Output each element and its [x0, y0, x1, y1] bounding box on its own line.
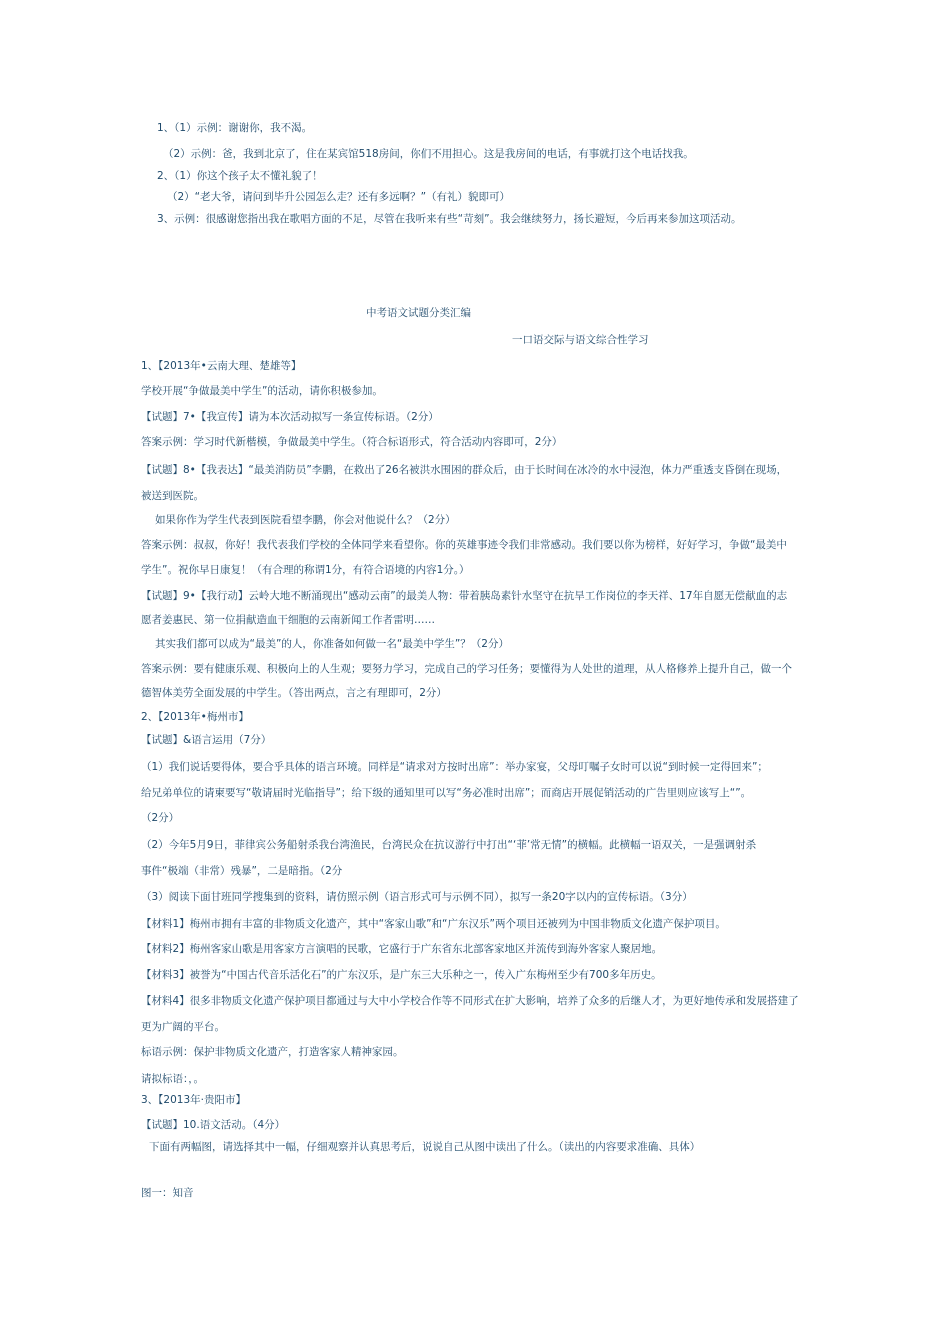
- answer-line-3: 2、（1）你这个孩子太不懂礼貌了！: [157, 170, 323, 182]
- question-8-prompt: 如果你作为学生代表到医院看望李鹏，你会对他说什么？（2分）: [155, 514, 456, 526]
- figure-1-caption: 图一：知音: [141, 1187, 194, 1199]
- question-7: 【试题】7•【我宣传】请为本次活动拟写一条宣传标语。（2分）: [141, 411, 439, 423]
- material-2: 【材料2】梅州客家山歌是用客家方言演唱的民歌，它盛行于广东省东北部客家地区并流传到海外客家人聚居地。: [141, 943, 663, 955]
- material-4-line-2: 更为广阔的平台。: [141, 1021, 225, 1033]
- question-8-line-2: 被送到医院。: [141, 490, 204, 502]
- answer-8-line-2: 学生”。祝你早日康复！（有合理的称谓1分，有符合语境的内容1分。）: [141, 564, 470, 576]
- part-3: （3）阅读下面甘班同学搜集到的资料，请仿照示例（语言形式可与示例不同），拟写一条20字以内的宣传标语。（3分）: [141, 891, 693, 903]
- slogan-draft: 请拟标语：，。: [141, 1073, 204, 1085]
- answer-9-line-1: 答案示例：要有健康乐观、积极向上的人生观；要努力学习，完成自己的学习任务；要懂得为人处世的道理，从人格修养上提升自己，做一个: [141, 663, 792, 675]
- material-3: 【材料3】被誉为“中国古代音乐活化石”的广东汉乐，是广东三大乐种之一，传入广东梅州至少有700多年历史。: [141, 969, 662, 981]
- part-1-score: （2分）: [141, 812, 180, 824]
- question-9-line-2: 愿者姜惠民、第一位捐献造血干细胞的云南新闻工作者雷明……: [141, 614, 435, 626]
- slogan-example: 标语示例：保护非物质文化遗产，打造客家人精神家园。: [141, 1046, 404, 1058]
- part-1-line-1: （1）我们说话要得体，要合乎具体的语言环境。同样是“请求对方按时出席”：举办家宴，父母叮嘱子女时可以说“到时候一定得回来”；: [141, 761, 768, 773]
- answer-9-line-2: 德智体美劳全面发展的中学生。（答出两点，言之有理即可，2分）: [141, 687, 447, 699]
- question-language: 【试题】&语言运用（7分）: [141, 734, 272, 746]
- section-3-heading: 3、【2013年·贵阳市】: [141, 1094, 246, 1106]
- question-10: 【试题】10.语文活动。（4分）: [141, 1119, 286, 1131]
- material-1: 【材料1】梅州市拥有丰富的非物质文化遗产，其中“客家山歌”和“广东汉乐”两个项目还被列为中国非物质文化遗产保护项目。: [141, 918, 726, 930]
- part-1-line-2: 给兄弟单位的请柬要写“敬请届时光临指导”；给下级的通知里可以写“务必准时出席”；而商店开展促销活动的广告里则应该写上“”。: [141, 787, 752, 799]
- question-10-description: 下面有两幅图，请选择其中一幅，仔细观察并认真思考后，说说自己从图中读出了什么。（读出的内容要求准确、具体）: [149, 1141, 701, 1153]
- answer-line-4: （2）“老大爷，请问到毕升公园怎么走？还有多远啊？”（有礼）貌即可）: [167, 191, 511, 203]
- material-4-line-1: 【材料4】很多非物质文化遗产保护项目都通过与大中小学校合作等不同形式在扩大影响，培养了众多的后继人才，为更好地传承和发展搭建了: [141, 995, 799, 1007]
- answer-8-line-1: 答案示例：叔叔，你好！我代表我们学校的全体同学来看望你。你的英雄事迹令我们非常感动。我们要以你为榜样，好好学习，争做“最美中: [141, 539, 787, 551]
- question-9-prompt: 其实我们都可以成为“最美”的人，你准备如何做一名“最美中学生”？（2分）: [155, 638, 509, 650]
- answer-7: 答案示例：学习时代新楷模，争做最美中学生。（符合标语形式，符合活动内容即可，2分）: [141, 436, 563, 448]
- answer-line-2: （2）示例：爸，我到北京了，住在某宾馆518房间，你们不用担心。这是我房间的电话，有事就打这个电话找我。: [163, 148, 694, 160]
- section-2-heading: 2、【2013年•梅州市】: [141, 711, 249, 723]
- document-title: 中考语文试题分类汇编: [366, 307, 471, 319]
- part-2-line-2: 事件“极端（非常）残暴”，二是暗指。（2分: [141, 865, 343, 877]
- part-2-line-1: （2）今年5月9日，菲律宾公务船射杀我台湾渔民，台湾民众在抗议游行中打出“‘菲’常无情”的横幅。此横幅一语双关，一是强调射杀: [141, 839, 757, 851]
- section-1-intro: 学校开展“争做最美中学生”的活动，请你积极参加。: [141, 385, 383, 397]
- answer-line-5: 3、示例：很感谢您指出我在歌唱方面的不足，尽管在我听来有些“苛刻”。我会继续努力，扬长避短，今后再来参加这项活动。: [157, 213, 742, 225]
- section-1-heading: 1、【2013年•云南大理、楚雄等】: [141, 360, 302, 372]
- question-9-line-1: 【试题】9•【我行动】云岭大地不断涌现出“感动云南”的最美人物：带着胰岛素针水坚守在抗旱工作岗位的李天祥、17年自愿无偿献血的志: [141, 590, 788, 602]
- document-subtitle: 一口语交际与语文综合性学习: [512, 334, 649, 346]
- question-8-line-1: 【试题】8•【我表达】“最美消防员”李鹏，在救出了26名被洪水围困的群众后，由于长时间在冰冷的水中浸泡，体力严重透支昏倒在现场，: [141, 464, 788, 476]
- answer-line-1: 1、（1）示例：谢谢你，我不渴。: [157, 122, 313, 134]
